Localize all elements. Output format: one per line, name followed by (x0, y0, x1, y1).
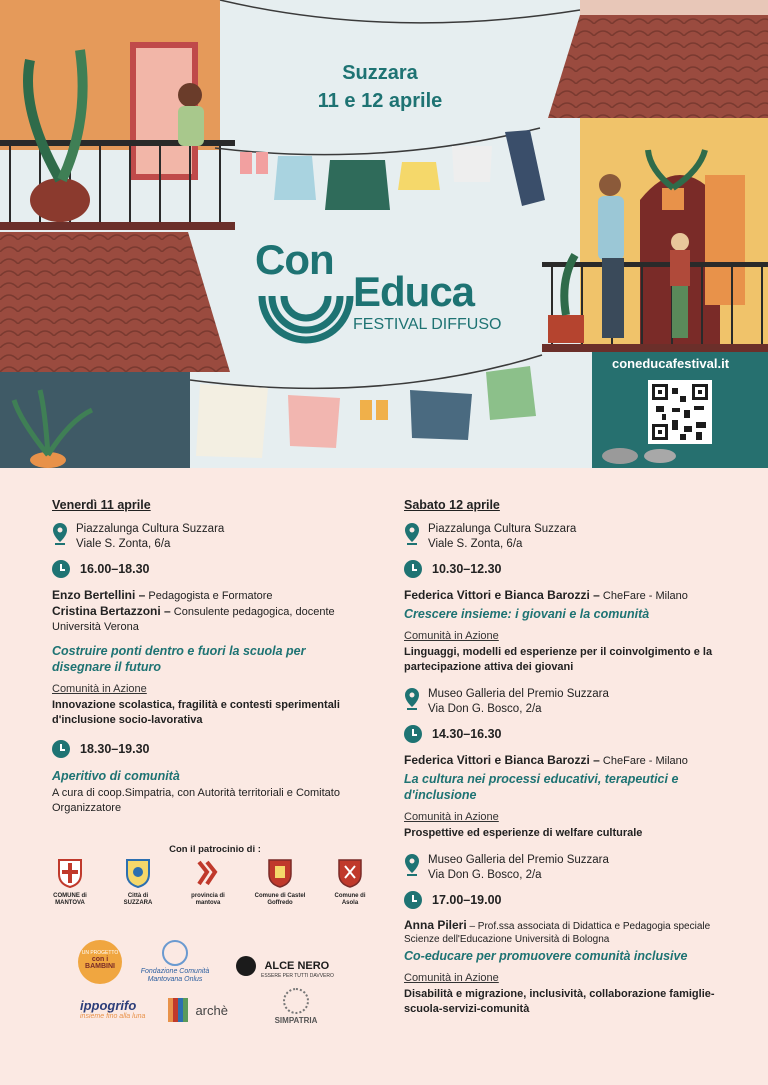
day1-speaker2 (52, 604, 352, 635)
speaker-name: Anna Pileri (404, 918, 467, 932)
time-label: 18.30–19.30 (80, 742, 150, 756)
partner-alcenero (236, 956, 346, 979)
arche-label: archè (195, 1002, 228, 1018)
crest-label: provincia di mantova (191, 893, 225, 906)
crest-provincia-icon (195, 858, 221, 888)
alcenero-icon (236, 956, 256, 976)
venue-address: Via Don G. Bosco, 2/a (428, 869, 542, 881)
day2-heading: Sabato 12 aprile (404, 498, 500, 512)
logo-con: Con (255, 236, 334, 283)
simpatria-label: SIMPATRIA (274, 1016, 318, 1025)
venue-name: Piazzalunga Cultura Suzzara (76, 523, 225, 535)
day1-desc2: A cura di coop.Simpatria, con Autorità territoriali e Comitato Organizzatore (52, 787, 340, 814)
crest-suzzara-icon (125, 858, 151, 888)
location-pin-icon (404, 854, 420, 876)
day2-desc1: Linguaggi, modelli ed esperienze per il coinvolgimento e la partecipazione attiva dei giovani (404, 646, 713, 673)
day2-title1: Crescere insieme: i giovani e la comunità (404, 607, 650, 621)
day1-time1 (52, 560, 352, 578)
clock-icon (52, 560, 70, 578)
day2-title3: Co-educare per promuovere comunità inclusive (404, 949, 688, 963)
day2-schedule (404, 498, 722, 1029)
day2-time3 (404, 891, 722, 909)
website-link[interactable]: coneducafestival.it (612, 356, 730, 371)
venue-address: Viale S. Zonta, 6/a (76, 538, 171, 550)
venue-name: Museo Galleria del Premio Suzzara (428, 688, 609, 700)
day2-speakers2 (404, 753, 722, 769)
logo-educa: Educa (353, 268, 475, 315)
day2-venue3 (404, 853, 722, 883)
crest-label: COMUNE di MANTOVA (53, 893, 87, 906)
hero-illustration (0, 0, 768, 468)
day1-venue (52, 522, 352, 552)
clock-icon (404, 891, 422, 909)
clock-icon (404, 725, 422, 743)
venue-address: Viale S. Zonta, 6/a (428, 538, 523, 550)
time-label: 17.00–19.00 (432, 893, 502, 907)
speaker-name: Federica Vittori e Bianca Barozzi – (404, 588, 600, 602)
partner-simpatria (256, 988, 336, 1025)
crest-mantova-icon (57, 858, 83, 888)
partner-fondazione (140, 940, 210, 984)
bambini-label: con i BAMBINI (85, 956, 115, 970)
crest-label: Comune di Castel Goffredo (254, 893, 306, 906)
speaker-role: Consulente pedagogica, docente Università Verona (52, 606, 335, 633)
partner-arche (168, 998, 238, 1022)
speaker-org: CheFare - Milano (602, 755, 688, 767)
community-label: Comunità in Azione (52, 683, 147, 695)
crest-castel-goffredo-icon (267, 858, 293, 888)
speaker-name: Enzo Bertellini – (52, 588, 146, 602)
crest-asola (328, 858, 372, 907)
patronage-heading: Con il patrocinio di : (169, 844, 261, 855)
location-pin-icon (404, 523, 420, 545)
crest-mantova (48, 858, 92, 907)
bambini-top: UN PROGETTO (81, 950, 119, 956)
crest-castel-goffredo (254, 858, 306, 907)
speaker-name: Federica Vittori e Bianca Barozzi – (404, 753, 600, 767)
community-label: Comunità in Azione (404, 811, 499, 823)
day2-desc2: Prospettive ed esperienze di welfare culturale (404, 827, 643, 839)
day1-schedule (52, 498, 352, 816)
clock-icon (404, 560, 422, 578)
hero-dates: 11 e 12 aprile (317, 90, 443, 112)
crest-label: Città di SUZZARA (123, 893, 153, 906)
day1-heading: Venerdì 11 aprile (52, 498, 151, 512)
simpatria-icon (283, 988, 309, 1014)
day2-title2: La cultura nei processi educativi, terapeutici e d'inclusione (404, 772, 679, 802)
fondazione-icon (162, 940, 188, 966)
time-label: 16.00–18.30 (80, 562, 150, 576)
ippogrifo-tag: insieme fino alla luna (80, 1013, 146, 1020)
partner-ippogrifo (80, 998, 160, 1020)
day2-time1 (404, 560, 722, 578)
time-label: 14.30–16.30 (432, 727, 502, 741)
community-label: Comunità in Azione (404, 630, 499, 642)
day1-title2: Aperitivo di comunità (52, 769, 180, 783)
venue-address: Via Don G. Bosco, 2/a (428, 703, 542, 715)
time-label: 10.30–12.30 (432, 562, 502, 576)
alcenero-label: ALCE NERO (264, 960, 330, 972)
crest-provincia (182, 858, 234, 907)
crest-asola-icon (337, 858, 363, 888)
festival-logo (255, 236, 515, 336)
day1-title1: Costruire ponti dentro e fuori la scuola per disegnare il futuro (52, 644, 306, 674)
clock-icon (52, 740, 70, 758)
community-label: Comunità in Azione (404, 972, 499, 984)
day1-desc1: Innovazione scolastica, fragilità e contesti sperimentali d'inclusione socio-lavorativa (52, 699, 340, 726)
day2-time2 (404, 725, 722, 743)
fondazione-label: Fondazione Comunità Mantovana Onlus (140, 968, 210, 983)
location-pin-icon (404, 688, 420, 710)
partner-bambini (78, 940, 122, 984)
day1-speaker1 (52, 588, 352, 604)
speaker-name: Cristina Bertazzoni – (52, 604, 171, 618)
arche-icon (168, 998, 188, 1022)
location-pin-icon (52, 523, 68, 545)
day2-venue2 (404, 687, 722, 717)
alcenero-tag: ESSERE PER TUTTI DAVVERO (261, 973, 334, 979)
day2-venue1 (404, 522, 722, 552)
day2-speaker3 (404, 919, 722, 946)
speaker-org: CheFare - Milano (602, 590, 688, 602)
day2-desc3: Disabilità e migrazione, inclusività, collaborazione famiglie-scuola-servizi-comunità (404, 988, 715, 1015)
venue-name: Piazzalunga Cultura Suzzara (428, 523, 577, 535)
day1-time2 (52, 740, 352, 758)
ippogrifo-label: ippogrifo (80, 998, 137, 1013)
hero-city: Suzzara (342, 62, 418, 84)
day2-speakers1 (404, 588, 722, 604)
venue-name: Museo Galleria del Premio Suzzara (428, 854, 609, 866)
speaker-role: Pedagogista e Formatore (148, 590, 273, 602)
crest-suzzara (116, 858, 160, 907)
speaker-role: – Prof.ssa associata di Didattica e Pedagogia speciale Scienze dell'Educazione Università di Bologna (404, 921, 711, 945)
crest-label: Comune di Asola (334, 893, 366, 906)
logo-subtitle: FESTIVAL DIFFUSO (353, 316, 502, 333)
